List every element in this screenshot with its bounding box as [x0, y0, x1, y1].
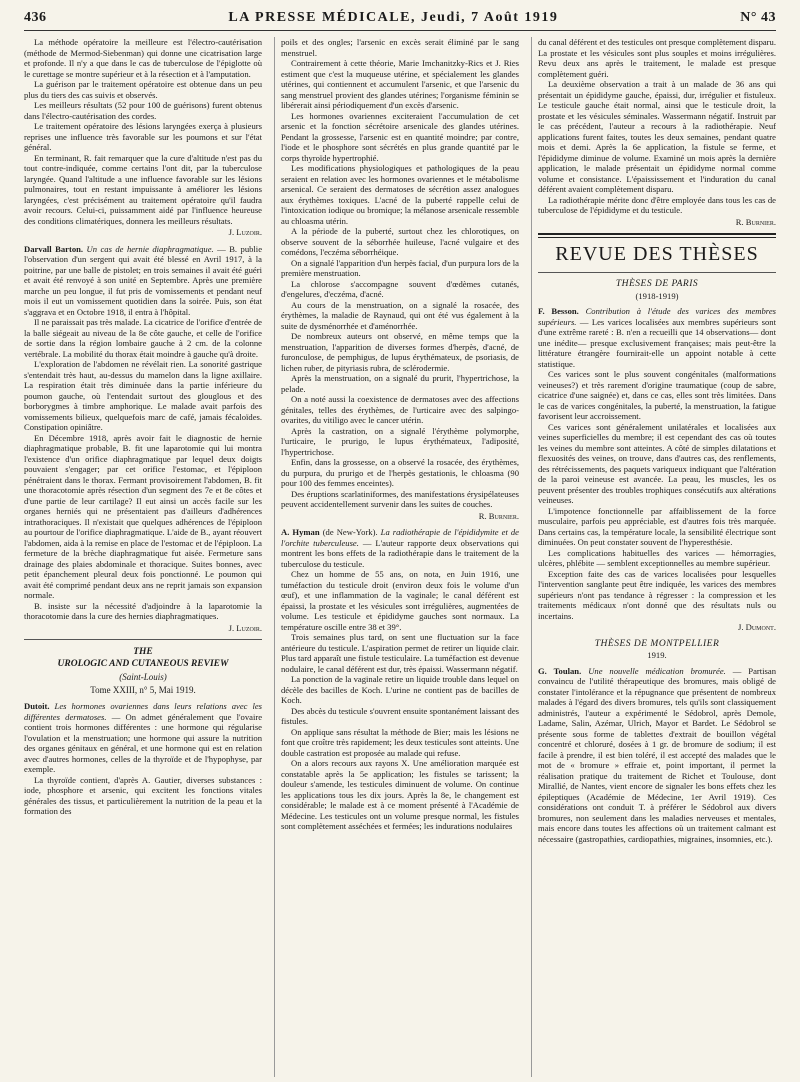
- paragraph: Enfin, dans la grossesse, on a observé la rosacée, des érythèmes, du purpura, du prurigo et de l'herpès gestationis, le chloasma (90 pour 100 des femmes enceintes).: [281, 457, 519, 488]
- paragraph: On a alors recours aux rayons X. Une amélioration marquée est constatable après la 5e application; les fistules se tarissent; la douleur s'amende, les testicules diminuent de volume. On continue les applications tous les dix jours. Après la 8e, le changement est considérable; le malade est à ce moment présenté à l'Académie de Médecine. Les testicules ont un volume presque normal, les fistules sont complètement asséchées et fermées; les indurations nodulaires: [281, 758, 519, 831]
- article-abstract: [538, 306, 776, 369]
- column-2: [274, 37, 519, 1077]
- issue-date: Jeudi, 7 Août 1919: [420, 10, 559, 25]
- paragraph-text: — B. publie l'observation d'un sergent qui avait été blessé en Avril 1917, à la poitrine, par une balle de pistolet; en trois semaines il avait été guéri et avait été renvoyé à son unité en Septembre. Après une première marche un peu longue, il fut pris de vomissements et pendant neuf mois il eut un vomissement quotidien dans la soirée. Puis, son état s'aggrava et en Octobre 1918, il entra à l'hôpital.: [24, 243, 262, 317]
- divider: [538, 272, 776, 273]
- paragraph: Au cours de la menstruation, on a signalé la rosacée, des érythèmes, la maladie de Raynaud, qui ont été vus également à la suite de dysménorrhée et d'aménorrhée.: [281, 299, 519, 331]
- paragraph: Les complications habituelles des varices — hémorragies, ulcères, phlébite — semblent exceptionnelles au membre supérieur.: [538, 547, 776, 568]
- subsection-title: THÈSES DE MONTPELLIER: [594, 638, 720, 649]
- paragraph: du canal déférent et des testicules ont presque complètement disparu. La prostate et les vésicules sont plus souples et moins irrégulières. Revu deux ans après le traitement, le malade est presque complètement guéri.: [538, 37, 776, 79]
- article-author: G. Toulan.: [538, 665, 582, 676]
- paragraph: Après la menstruation, on a signalé du prurit, l'hypertrichose, la pelade.: [281, 373, 519, 394]
- columns: [24, 37, 776, 1077]
- article-title: Contribution à l'étude des varices des membres supérieurs.: [538, 306, 776, 327]
- paragraph: La deuxième observation a trait à un malade de 36 ans qui présentait un épididyme gauche, épaissi, dur, irrégulier et fistuleux. Le testicule gauche était normal, ainsi que le testicule droit, la prostate et les vésicules séminales. Wassermann négatif. Instruit par le cas précédent, l'auteur a recours à la radiothérapie. Neuf applications furent faites, toutes les deux semaines, pendant quatre mois et demi. Après la 6e application, la fistule se ferme, et l'épididyme diminue de volume. Examiné un mois après la dernière application, le malade présentait un épididyme normal comme volume et consistance. L'épaississement et l'induration du canal déférent avaient complètement disparu.: [538, 79, 776, 194]
- paragraph: La radiothérapie mérite donc d'être employée dans tous les cas de tuberculose de l'épididyme et du testicule.: [538, 194, 776, 215]
- article-author: F. Besson.: [538, 306, 579, 316]
- journal-place: (Saint-Louis): [119, 672, 167, 682]
- article-title: La radiothérapie de l'épididymite et de l'orchite tuberculeuse.: [281, 527, 519, 548]
- paragraph: B. insiste sur la nécessité d'adjoindre à la laparotomie la thoracotomie dans la cure des hernies diaphragmatiques.: [24, 600, 262, 621]
- article-abstract: [281, 527, 519, 569]
- paragraph: La ponction de la vaginale retire un liquide trouble dans lequel on décèle des bacilles de Koch. L'urine ne contient pas de bacilles de Koch.: [281, 674, 519, 705]
- column-3: [531, 37, 776, 1077]
- paragraph: La chlorose s'accompagne souvent d'œdèmes cutanés, d'engelures, d'eczéma, d'acné.: [281, 278, 519, 299]
- subsection-years: 1919.: [647, 650, 667, 660]
- paragraph: Des éruptions scarlatiniformes, des manifestations érysipélateuses peuvent accidentellement survenir dans les suites de couches.: [281, 488, 519, 509]
- issue-number: N° 43: [740, 10, 776, 25]
- paragraph: Les hormones ovariennes exciteraient l'accumulation de cet arsenic et la fonction sécrétoire arsenicale des glandes utérines. Pendant la grossesse, l'arsenic est en quantité moindre; par contre, l'iode et le phosphore sont sécrétés en plus grande quantité par le corps thyroïde hypertrophié.: [281, 110, 519, 163]
- article-place: (de New-York).: [322, 527, 378, 537]
- paragraph: A la période de la puberté, surtout chez les chlorotiques, on observe souvent de la séborrhée huileuse, l'acné vulgaire et des comédons, l'eczéma séborrhéique.: [281, 226, 519, 257]
- article-author: Darvall Barton.: [24, 243, 84, 254]
- divider: [24, 639, 262, 640]
- journal-name: LA PRESSE MÉDICALE,: [228, 10, 416, 25]
- paragraph: De nombreux auteurs ont observé, en même temps que la menstruation, l'apparition de diverses formes d'herpès, d'acné, de furonculose, de pemphigus, de lupus érythémateux, de psoriasis, de lichen ruber, de pityriasis rubra, de sclérodermie.: [281, 331, 519, 373]
- paragraph: Trois semaines plus tard, on sent une fluctuation sur la face antérieure du testicule. L'aspiration permet de retirer un liquide clair. Plus tard apparaît une fistule testiculaire. La tuméfaction est devenue nodulaire, le canal déférent est dur, très épaissi. Wassermann négatif.: [281, 632, 519, 674]
- author-signature: J. Luzoir.: [228, 227, 262, 237]
- article-author: Dutoit.: [24, 701, 50, 711]
- paragraph: On a signalé l'apparition d'un herpès facial, d'un purpura lors de la première menstruation.: [281, 257, 519, 278]
- paragraph: En terminant, R. fait remarquer que la cure d'altitude n'est pas du tout contre-indiquée, comme certains l'ont dit, par la tuberculose laryngée. Quand l'altitude a une influence favorable sur les lésions pulmonaires, tout en restant impuissante à améliorer les lésions laryngées, c'est précisément au traitement opératoire qu'il faudra avoir recours. Celui-ci, puissamment aidé par l'influence heureuse des conditions climatériques, donnera les meilleurs résultats.: [24, 152, 262, 226]
- journal-header: [228, 10, 558, 26]
- paragraph: Exception faite des cas de varices localisées pour lesquelles l'intervention sanglante peut être indiquée, les varices des membres supérieurs n'ont pas tendance à régresser : la compression et les traitements médicaux n'ont donné que des résultats nuls ou incertains.: [538, 568, 776, 621]
- author-signature: R. Burnier.: [735, 216, 776, 227]
- article-abstract: [24, 701, 262, 775]
- paragraph: Les modifications physiologiques et pathologiques de la peau seraient en relation avec les hormones ovariennes et le métabolisme arsenical. Ce seraient des dermatoses de sécrétion assez analogues aux érythèmes toxiques. L'acné de la puberté rappelle celui de l'intoxication iodique ou bromique; la mélanose arsenicale ressemble au chloasma utérin.: [281, 163, 519, 226]
- paragraph: Contrairement à cette théorie, Marie Imchanitzky-Rics et J. Ries estiment que c'est la muqueuse utérine, et spécialement les glandes utérines, qui contiennent et accumulent l'arsenic, et que l'arsenic du sang menstruel provient des glandes utérines; l'organisme féminin se libérerait ainsi périodiquement d'un excès d'arsenic.: [281, 58, 519, 110]
- paragraph: La thyroïde contient, d'après A. Gautier, diverses substances : iode, phosphore et arsenic, qui excitent les fonctions vitales générales des tissus, et particulièrement la nutrition de la peau et la formation des: [24, 774, 262, 816]
- paragraph-text: — Les varices localisées aux membres supérieurs sont d'une extrême rareté : B. n'en a recueilli que 14 observations— dont une inédite— presque exclusivement françaises; mais peut-être la littérature étrangère fournirait-elle un appoint notable à cette statistique.: [538, 316, 776, 369]
- subsection-title: THÈSES DE PARIS: [615, 279, 699, 289]
- column-1: [24, 37, 262, 1077]
- paragraph: poils et des ongles; l'arsenic en excès serait éliminé par le sang menstruel.: [281, 37, 519, 58]
- section-divider: [538, 233, 776, 238]
- paragraph: On applique sans résultat la méthode de Bier; mais les lésions ne font que croître très rapidement; les deux testicules sont atteints. Une double castration est proposée au malade qui refuse.: [281, 726, 519, 758]
- paragraph: L'exploration de l'abdomen ne révélait rien. La sonorité gastrique s'entendait très haut, au-dessus du mamelon dans la ligne axillaire. La respiration était très diminuée dans la partie inférieure du poumon gauche, où l'entendait surtout des glouglous et des borborygmes à timbre amphorique. Le malade avait parfois des vomissements bilieux, quelquefois marc de café, jamais fécaloïdes. Constipation opiniâtre.: [24, 359, 262, 432]
- article-abstract: [538, 666, 776, 845]
- paragraph: Ces varices sont généralement unilatérales et localisées aux veines superficielles du membre; il est cependant des cas où toutes les veines du membre sont atteintes. A côté de simples dilatations et flexuosités des veines, on trouve, dans d'autres cas, des renflements, des rétrécissements, des paquets variqueux indiquant que l'altération de la paroi veineuse est avancée. La peau, les muscles, les os peuvent présenter des troubles trophiques consécutifs aux altérations veineuses.: [538, 421, 776, 505]
- article-title: Un cas de hernie diaphragmatique.: [86, 243, 214, 254]
- journal-tome: Tome XXIII, n° 5, Mai 1919.: [90, 684, 196, 695]
- paragraph: Après la castration, on a signalé l'érythème polymorphe, l'urticaire, le prurigo, le lupus érythémateux, l'adiposité, l'hypertrichose.: [281, 425, 519, 457]
- paragraph: Ces varices sont le plus souvent congénitales (malformations veineuses?) et très rarement d'origine traumatique (coup de sabre, cicatrice d'une saignée) et, dans ce cas, elles sont très limitées. Dans le cas de varices congénitales, la puberté, la menstruation, la fatigue favorisent leur accroissement.: [538, 369, 776, 421]
- section-heading: REVUE DES THÈSES: [555, 243, 759, 265]
- author-signature: J. Dumont.: [738, 622, 776, 632]
- paragraph: Chez un homme de 55 ans, on nota, en Juin 1916, une tuméfaction du testicule droit (environ deux fois le volume d'un œuf), et une inflammation de la vaginale; le canal déférent est épaissi, la prostate et les vésicules sont irrégulières, augmentées de volume. Les testicule et épididyme gauches sont normaux. La température oscille entre 38 et 39°.: [281, 569, 519, 632]
- article-abstract: [24, 244, 262, 318]
- paragraph: Il ne paraissait pas très malade. La cicatrice de l'orifice d'entrée de la balle siégeait au niveau de la 8e côte gauche, et celle de l'orifice de sortie dans la région lombaire gauche à 2 cm. de la colonne vertébrale. La mobilité du thorax était moindre à gauche qu'à droite.: [24, 317, 262, 359]
- paragraph: La guérison par le traitement opératoire est obtenue dans un peu plus du tiers des cas suivis et observés.: [24, 79, 262, 100]
- paragraph: Des abcès du testicule s'ouvrent ensuite spontanément laissant des fistules.: [281, 705, 519, 726]
- paragraph: Le traitement opératoire des lésions laryngées exerça à plusieurs reprises une influence très favorable sur les poumons et sur l'état général.: [24, 121, 262, 152]
- paragraph: On a noté aussi la coexistence de dermatoses avec des affections génitales, telles des érythèmes, de l'urticaire avec des salpingo-ovarites, du vitiligo avec le cancer utérin.: [281, 394, 519, 425]
- paragraph-text: — L'auteur rapporte deux observations qui montrent les bons effets de la radiothérapie dans le traitement de la tuberculose du testicule.: [281, 537, 519, 569]
- paragraph-text: — On admet généralement que l'ovaire contient trois hormones différentes : une hormone qui régularise l'ovulation et la menstruation; une hormone qui assure la nutrition des organes génitaux en général, et une hormone qui est en relation avec d'autres hormones, celles de la thyroïde et de l'hypophyse, par exemple.: [24, 711, 262, 774]
- journal-name: UROLOGIC AND CUTANEOUS REVIEW: [57, 659, 229, 669]
- journal-the: THE: [133, 647, 153, 657]
- subsection-years: (1918-1919): [635, 290, 679, 301]
- paragraph: L'impotence fonctionnelle par affaiblissement de la force musculaire, parfois peu appréciable, est d'autres fois très marquée. Dans certains cas, la température locale, la sensibilité électrique sont diminuées. On peut constater souvent de l'hyperesthésie.: [538, 505, 776, 547]
- page-number: 436: [24, 10, 47, 25]
- paragraph: Les meilleurs résultats (52 pour 100 de guérisons) furent obtenus dans l'électro-cautérisation des cordes.: [24, 100, 262, 121]
- article-author: A. Hyman: [281, 527, 320, 537]
- article-title: Les hormones ovariennes dans leurs relations avec les différentes dermatoses.: [24, 701, 262, 722]
- paragraph: La méthode opératoire la meilleure est l'électro-cautérisation (méthode de Mermod-Siebenman) qui donne une cicatrisation large et profonde. Il n'y a que dans le cas de tuberculose de l'épiglotte où le curettage se montre supérieur et à la résection et à l'amputation.: [24, 37, 262, 79]
- article-title: Une nouvelle médication bromurée.: [588, 665, 726, 676]
- paragraph-text: — Partisan convaincu de l'utilité thérapeutique des bromures, mais obligé de constater l'intolérance et la répugnance que présentent de nombreux malades à l'égard des divers bromures, tels qu'ils sont classiquement administrés, l'auteur a expérimenté le Sédobrol, après Demole, Ladame, Salin, Azémar, Ulrich, Mayor et Bardet. Le Sédobrol se présente sous forme de tablettes d'extrait de bouillon végétal concentré et chloruré, dosées à 1 gr. de bromure de sodium; il est facile à prendre, il est bien toléré, il est accepté des malades que le mot de « bromure » effraie et, point important, il permet la réalisation pratique du traitement de Richet et Toulouse, dont Mirallié, de Nantes, vient encore de signaler les bons effets chez les épileptiques (Académie de Médecine, 1er Avril 1919). Ces considérations ont conduit T. à préférer le Sédobrol aux divers bromures, non seulement dans les maladies nerveuses et mentales, mais encore dans toutes les affections où un traitement calmant est nécessaire (gastropathies, cardiopathies, migraines, insomnies, etc.).: [538, 665, 776, 844]
- author-signature: R. Burnier.: [478, 510, 519, 521]
- journal-title: [24, 646, 262, 670]
- author-signature: J. Luzoir.: [228, 622, 262, 633]
- page-header: [24, 10, 776, 31]
- paragraph: En Décembre 1918, après avoir fait le diagnostic de hernie diaphragmatique probable, B. fit une laparotomie qui lui montra l'existence d'un orifice diaphragmatique par lequel deux doigts pouvaient s'engager; par cet orifice l'estomac, et l'épiploon pénétraient dans le thorax. Fermant provisoirement l'abdomen, B. fit une thoracotomie après résection d'un segment des 7e et 8e côtes et d'une partie de leur cartilage? Il eut ainsi un accès facile sur les organes herniés qui ne présentaient pas d'ailleurs d'adhérences intrathoraciques. Il n'existait que quelques adhérences de l'épiploon au pourtour de l'orifice diaphragmatique. L'aide de B., ayant réouvert l'abdomen, aida à la remise en place de l'estomac et de l'épiploon. La fermeture de la brèche diaphragmatique fut aisée. Fermeture sans drainage des plaies abdominale et thoracique. Suites bonnes, avec petit épanchement pleural deux fois ponctionné. Le poumon qui avait été comprimé pendant deux ans ne reprit jamais son expansion normale.: [24, 432, 262, 600]
